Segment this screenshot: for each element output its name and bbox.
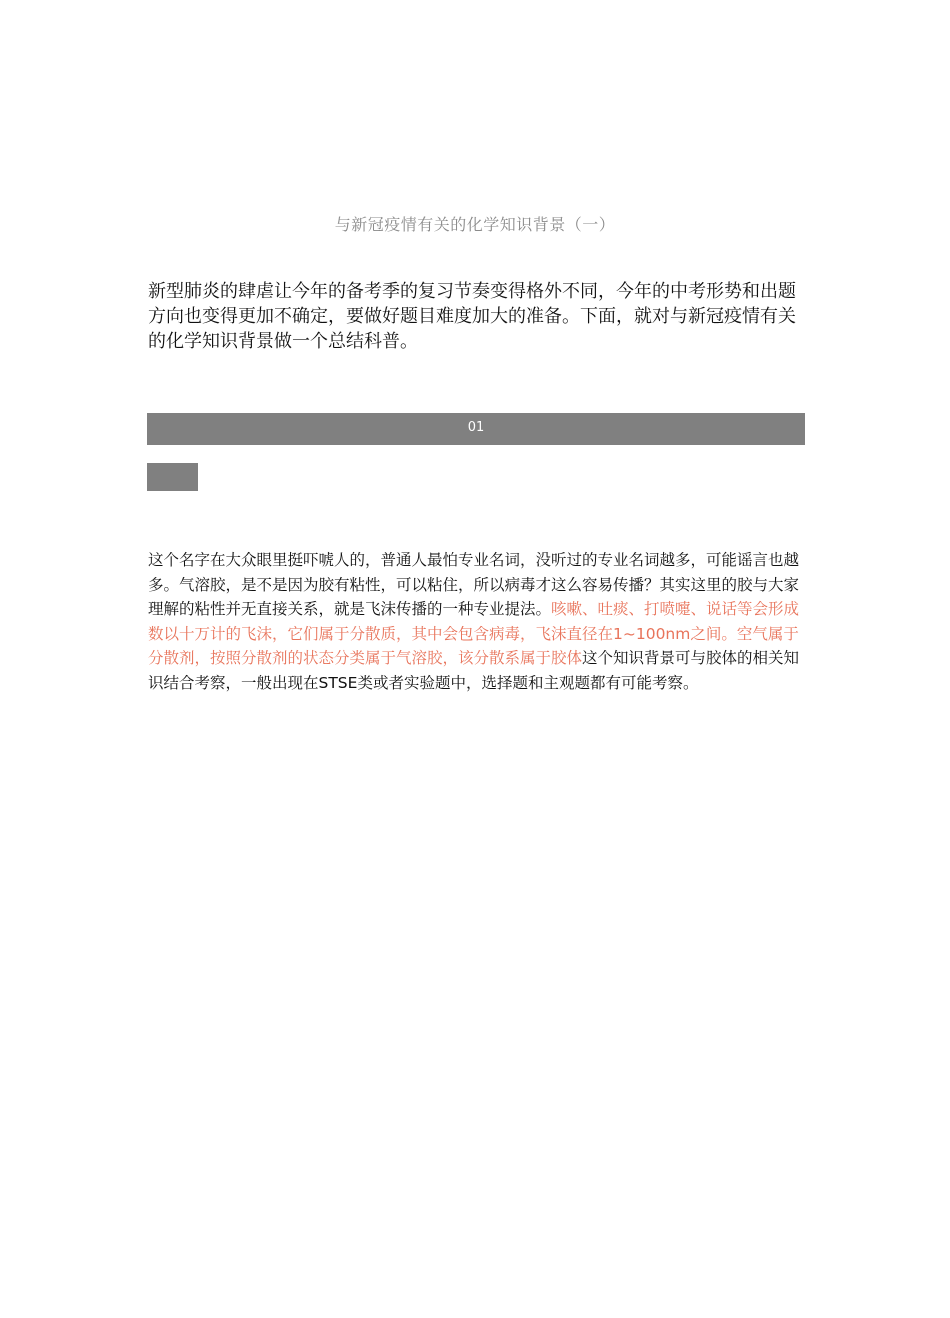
intro-paragraph: 新型肺炎的肆虐让今年的备考季的复习节奏变得格外不同，今年的中考形势和出题方向也变得更加不确定，要做好题目难度加大的准备。下面，就对与新冠疫情有关的化学知识背景做一个总结科普。 bbox=[148, 281, 796, 352]
body-text-part1: 这个名字在大众眼里挺吓唬人的，普通人最怕专业名词，没听过的专业名词越多，可能谣言也越多。气溶胶，是不是因为胶有粘性，可以粘住，所以病毒才这么容易传播？其实这里的胶与大家理解的粘性并无直接关系，就是飞沫传播的一种专业提法。 bbox=[148, 551, 800, 618]
body-text-part2: 这个知识背景可与胶体的相关知识结合考察，一般出现在STSE类或者实验题中，选择题和主观题都有可能考察。 bbox=[148, 649, 800, 692]
page-title: 与新冠疫情有关的化学知识背景（一） bbox=[334, 215, 616, 234]
section-header-bar bbox=[147, 413, 805, 445]
section-number: 01 bbox=[467, 420, 485, 435]
body-paragraph bbox=[148, 548, 808, 695]
body-text-highlight: 咳嗽、吐痰、打喷嚏、说话等会形成数以十万计的飞沫，它们属于分散质，其中会包含病毒，飞沫直径在1~100nm之间。空气属于分散剂，按照分散剂的状态分类属于气溶胶，该分散系属于胶体 bbox=[148, 600, 800, 667]
section-tag-block bbox=[147, 463, 198, 491]
